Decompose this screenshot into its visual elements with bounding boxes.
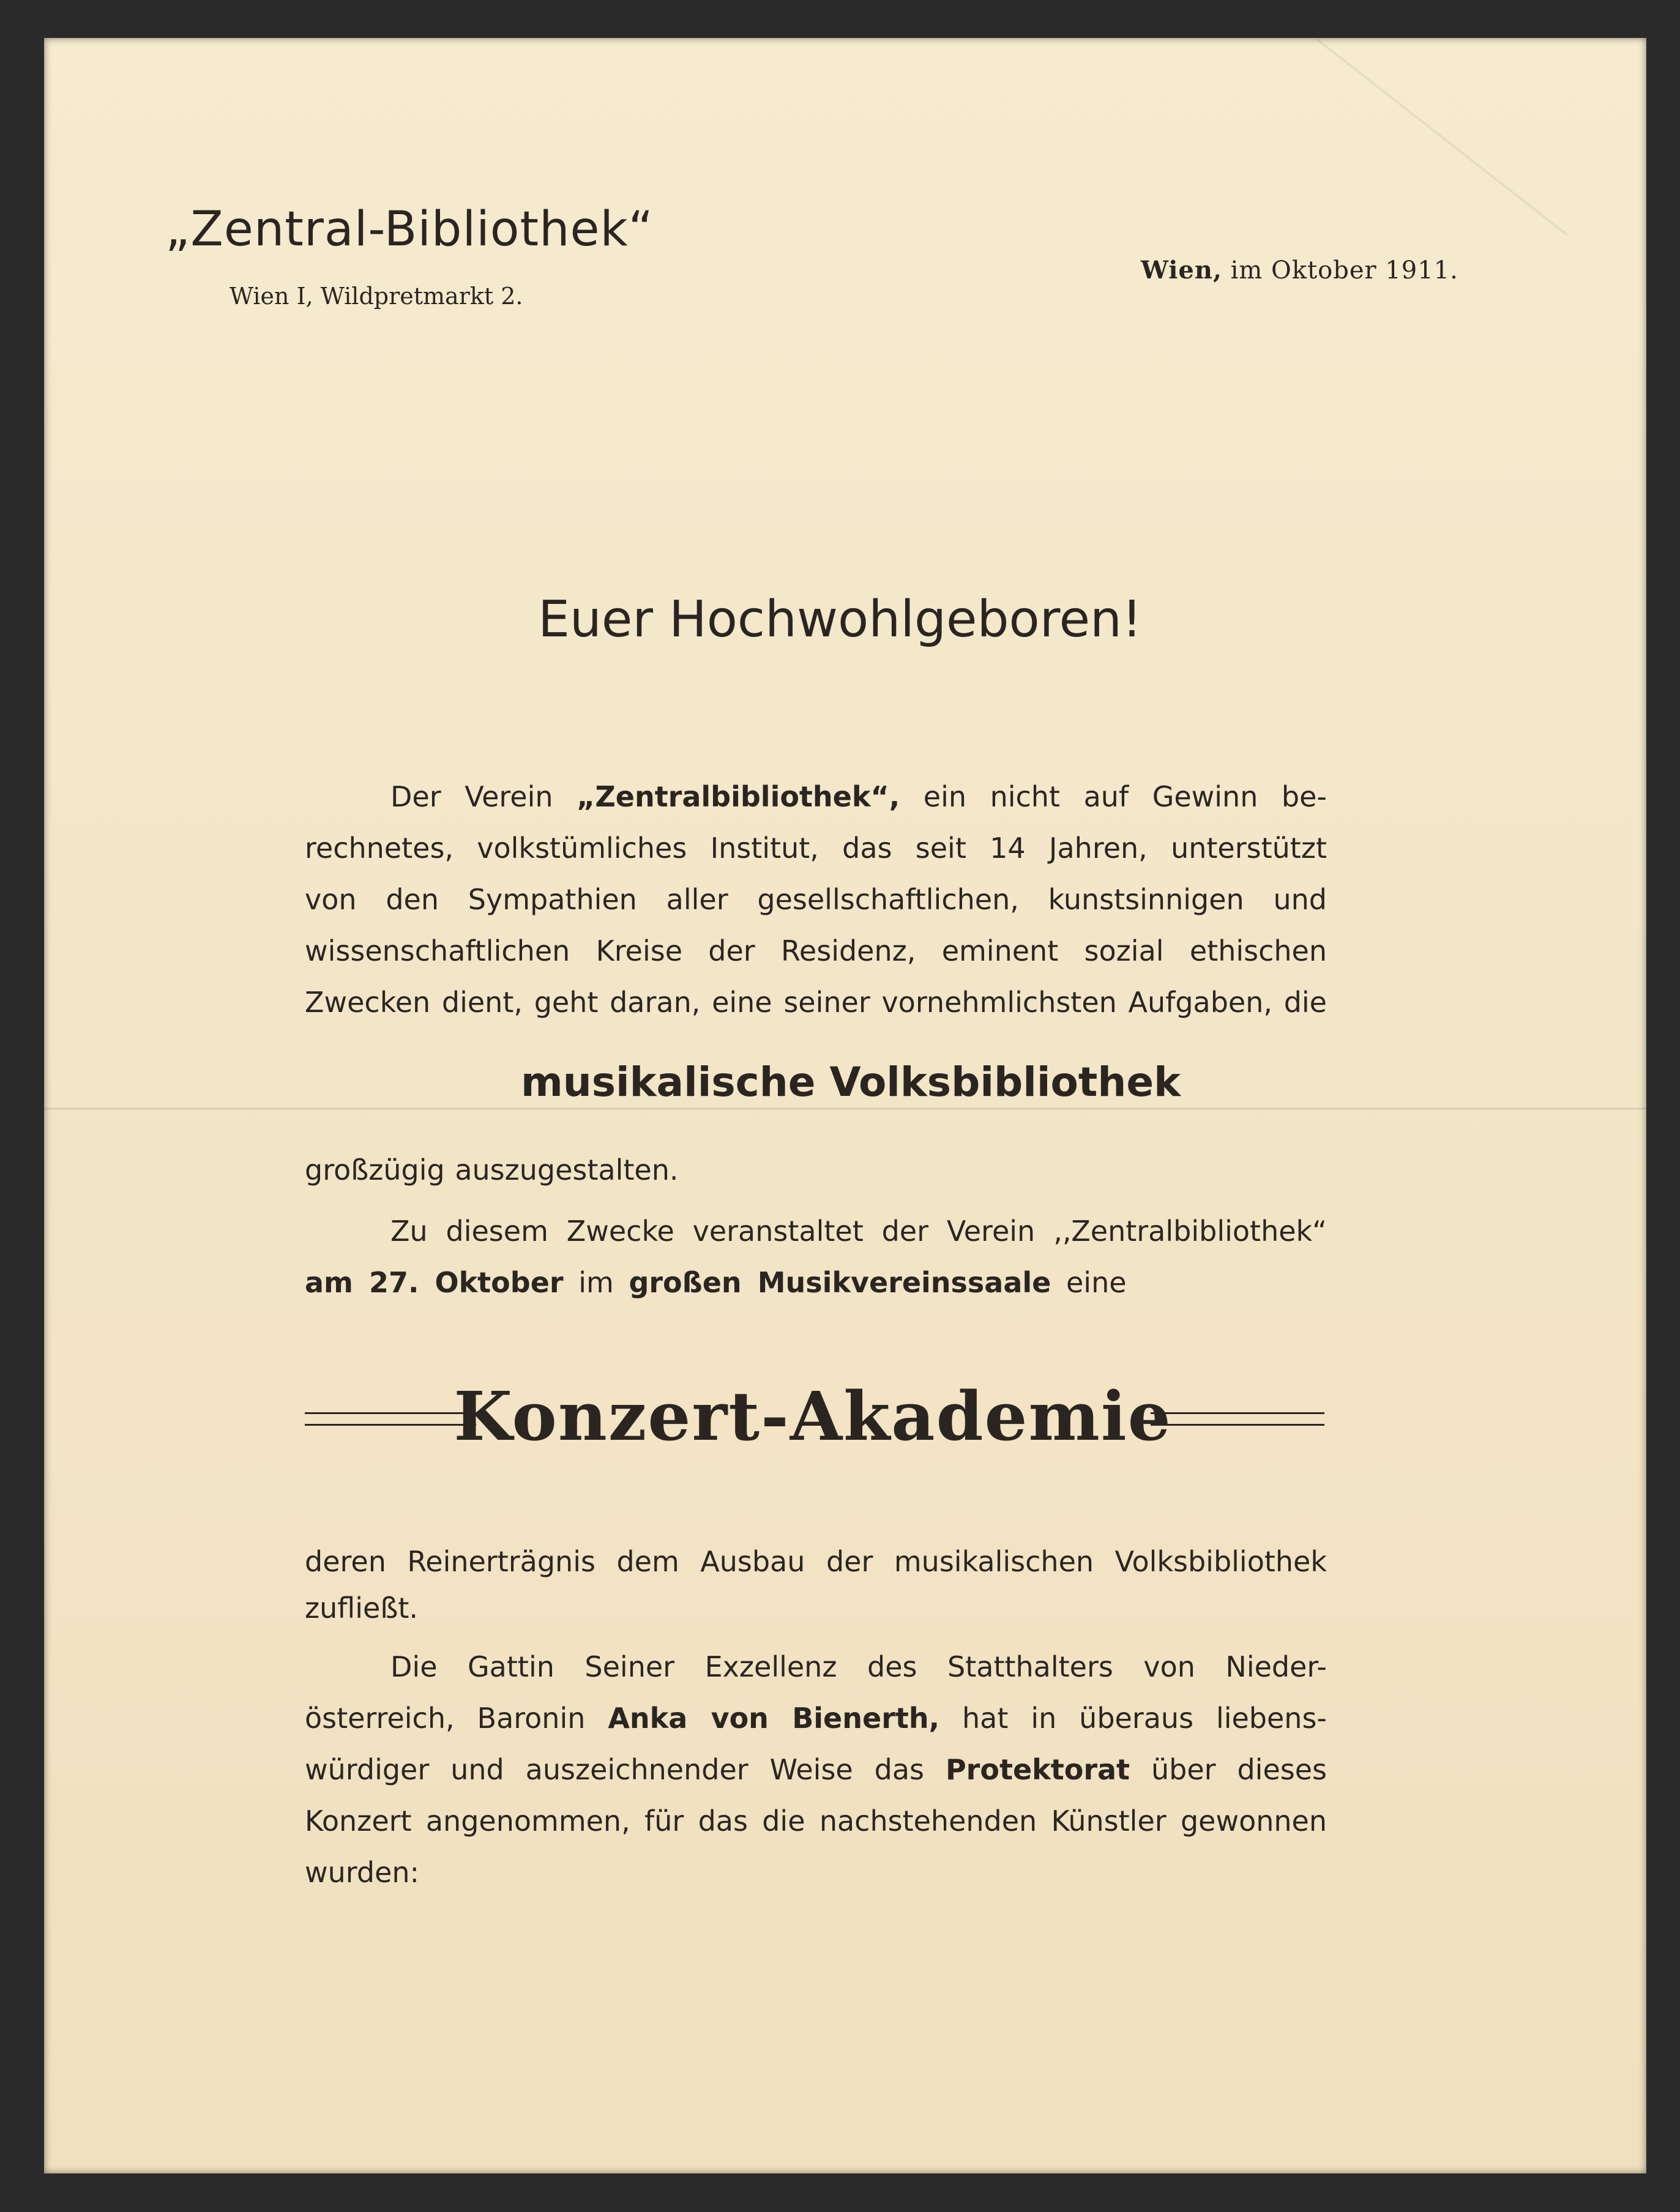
patron-line-1: Die Gattin Seiner Exzellenz des Statthalters von Nieder- bbox=[390, 1650, 1327, 1683]
patron-line-4: Konzert angenommen, für das die nachstehenden Künstler gewonnen bbox=[305, 1804, 1327, 1838]
event-line-2 bbox=[305, 1257, 1327, 1308]
salutation: Euer Hochwohlgeboren! bbox=[538, 590, 1142, 649]
paper-fold bbox=[44, 1108, 1646, 1110]
patron-line-2 bbox=[305, 1693, 1327, 1744]
event-date: am 27. Oktober bbox=[305, 1266, 564, 1299]
generous-line: großzügig auszugestalten. bbox=[305, 1153, 679, 1186]
patronage-word: Protektorat bbox=[945, 1753, 1130, 1786]
patron-text: österreich, Baronin bbox=[305, 1702, 586, 1735]
event-venue: großen Musikvereinssaale bbox=[629, 1266, 1051, 1299]
library-name: „Zentral-Bibliothek“ bbox=[165, 202, 654, 257]
intro-text: Der Verein bbox=[390, 780, 553, 813]
patron-text: würdiger und auszeichnender Weise das bbox=[305, 1753, 925, 1786]
patron-text: über dieses bbox=[1151, 1753, 1327, 1786]
intro-line-5: Zwecken dient, geht daran, eine seiner vornehmlichsten Aufgaben, die bbox=[305, 986, 1327, 1019]
intro-line-1 bbox=[305, 771, 1327, 822]
intro-line-4: wissenschaftlichen Kreise der Residenz, eminent sozial ethischen bbox=[305, 934, 1327, 967]
proceeds-line-2: zufließt. bbox=[305, 1592, 418, 1625]
event-line-1: Zu diesem Zwecke veranstaltet der Verein ‚‚Zentralbibliothek“ bbox=[390, 1215, 1327, 1248]
event-text: im bbox=[578, 1266, 614, 1299]
right-double-rule bbox=[1151, 1412, 1324, 1426]
library-address: Wien I, Wildpretmarkt 2. bbox=[230, 283, 523, 310]
dateline bbox=[1141, 256, 1458, 285]
paper-crease bbox=[1316, 38, 1568, 236]
intro-text: ein nicht auf Gewinn be- bbox=[923, 780, 1327, 813]
patron-line-3 bbox=[305, 1744, 1327, 1795]
event-text: eine bbox=[1066, 1266, 1127, 1299]
patron-name: Anka von Bienerth, bbox=[608, 1702, 940, 1735]
proceeds-line-1: deren Reinerträgnis dem Ausbau der musikalischen Volksbibliothek bbox=[305, 1545, 1327, 1578]
date-city: Wien, bbox=[1141, 256, 1222, 285]
patron-line-5: wurden: bbox=[305, 1856, 420, 1889]
concert-title: Konzert-Akademie bbox=[454, 1377, 1172, 1456]
intro-line-3: von den Sympathien aller gesellschaftlichen, kunstsinnigen und bbox=[305, 883, 1327, 916]
highlight-title: musikalische Volksbibliothek bbox=[521, 1059, 1181, 1106]
date-text: im Oktober 1911. bbox=[1230, 256, 1458, 285]
association-name: „Zentralbibliothek“, bbox=[577, 780, 900, 813]
intro-line-2: rechnetes, volkstümliches Institut, das seit 14 Jahren, unterstützt bbox=[305, 832, 1327, 865]
patron-text: hat in überaus liebens- bbox=[962, 1702, 1327, 1735]
